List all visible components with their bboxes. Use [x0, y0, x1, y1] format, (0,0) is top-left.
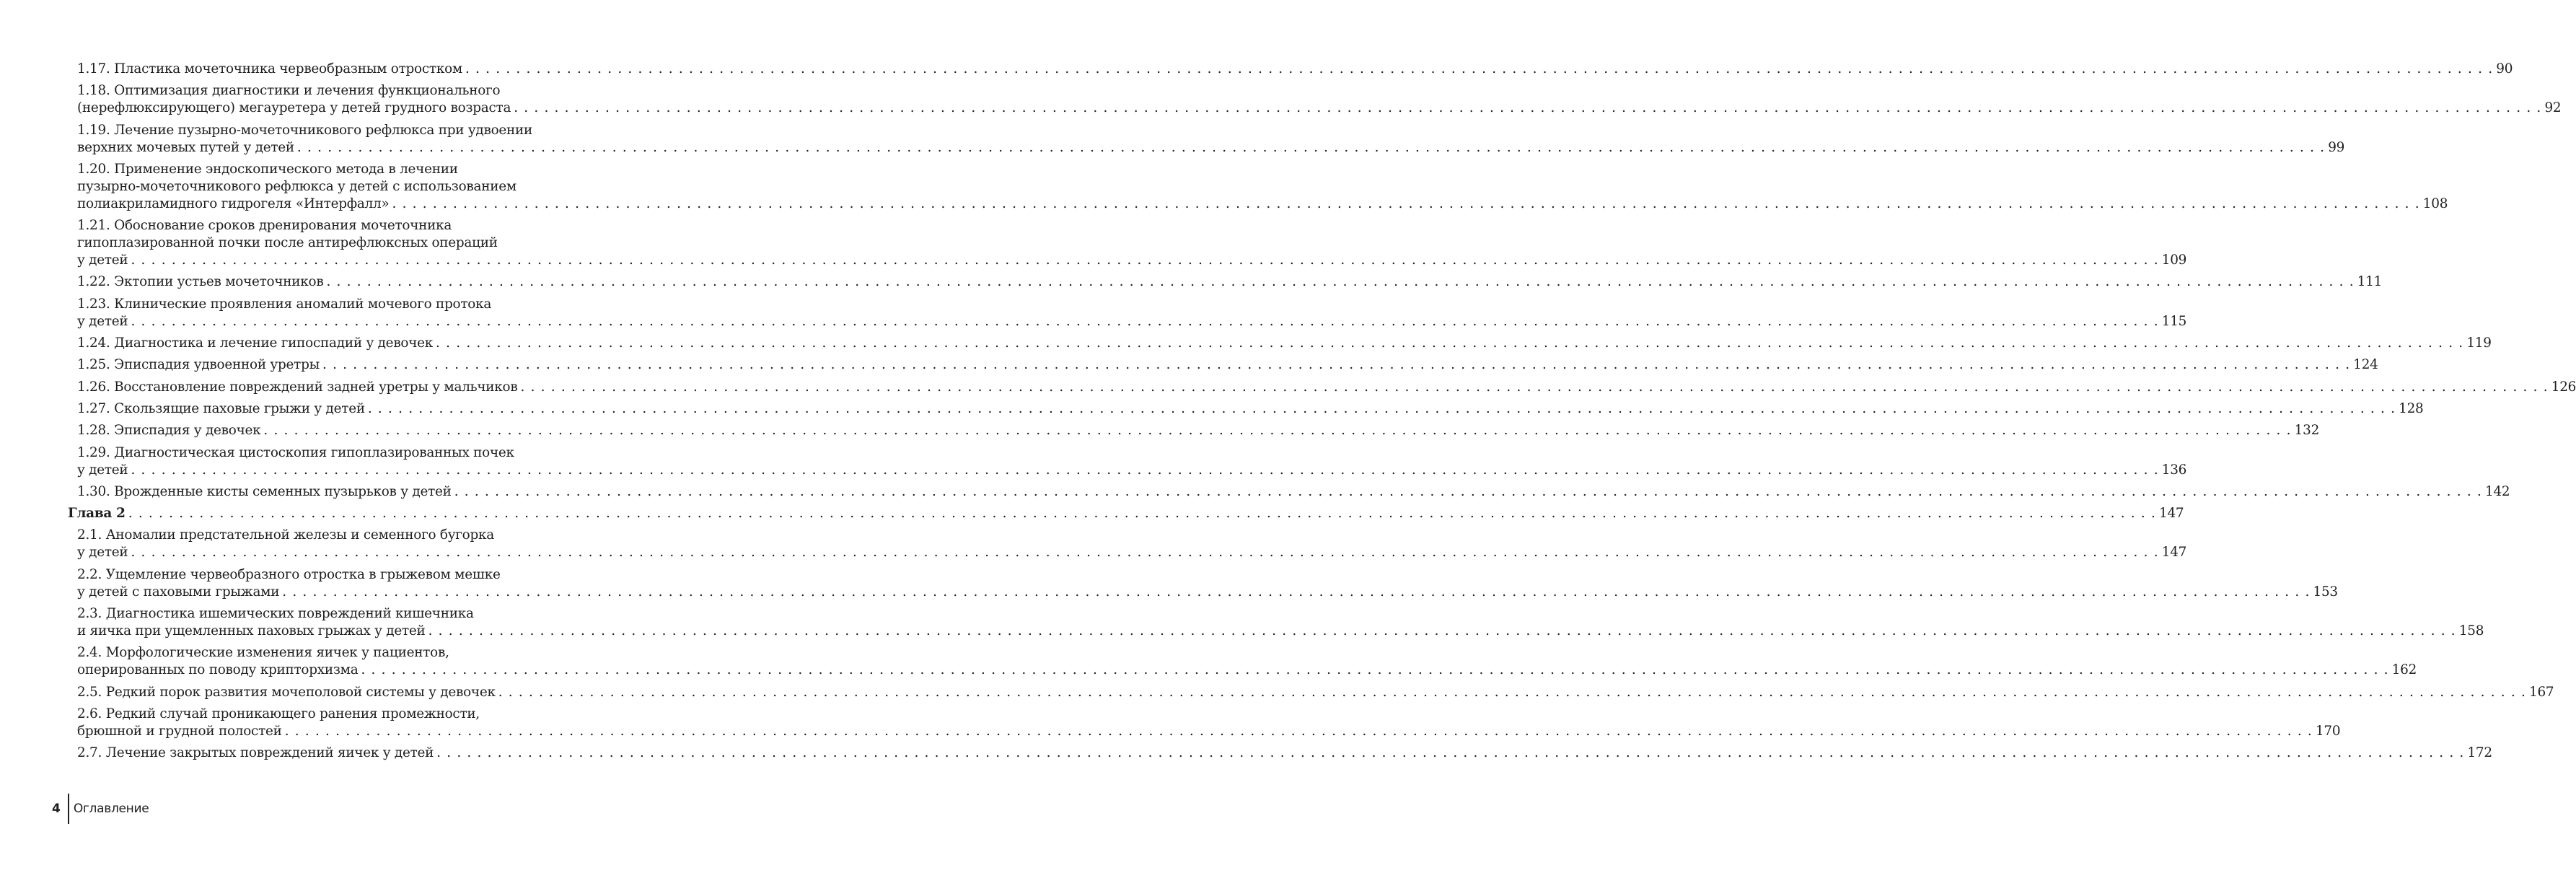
page-number: 4 [52, 802, 61, 816]
toc-entry-last-line [77, 379, 2576, 396]
running-header-section: Оглавление [73, 802, 149, 816]
toc-entry-title: Глава 2 [68, 506, 126, 522]
toc-entry-title: и яичка при ущемленных паховых грыжах у детей [77, 623, 426, 639]
toc-entry-title-line: 2.3. Диагностика ишемических повреждений кишечника [77, 606, 474, 622]
toc-entry[interactable] [77, 400, 2424, 418]
toc-entry-title: верхних мочевых путей у детей [77, 139, 294, 155]
toc-entry-last-line [77, 544, 2187, 561]
toc-page-number: 109 [2161, 253, 2187, 268]
toc-page-number: 142 [2485, 483, 2510, 499]
toc-entry-title: 1.30. Врожденные кисты семенных пузырьков у детей [77, 483, 452, 499]
dot-leader: . . . . . . . . . . . . . . . . . . . . . . . . . . . . . . . . . . . . . . . . . . . . . . . . . . . . . . . . . . . . . . . . . . . . . . . . . . . . . . . . . . . . . . . . . . . . . . . . . . . . . . . . . . . . . . . . . . . . . . . . . . . . . . . . . . . . . . . . . . . . . . . . . . . . . . . . . . . . . . . . . . . . . . . . . . . . . . . . . . . . . . . . . . . . . . . . . . . . . . . . [131, 545, 2159, 561]
dot-leader: . . . . . . . . . . . . . . . . . . . . . . . . . . . . . . . . . . . . . . . . . . . . . . . . . . . . . . . . . . . . . . . . . . . . . . . . . . . . . . . . . . . . . . . . . . . . . . . . . . . . . . . . . . . . . . . . . . . . . . . . . . . . . . . . . . . . . . . . . . . . . . . . . . . . . . . . . . . . . . . . . . . . . . . . . . . . . . . . . . . . . . . . . . . . . . . . . . . . . . . . [263, 423, 2292, 439]
toc-entry-title: 2.7. Лечение закрытых повреждений яичек у детей [77, 745, 434, 761]
toc-entry-title: 1.22. Эктопии устьев мочеточников [77, 274, 324, 290]
toc-entry[interactable] [77, 745, 2492, 762]
dot-leader: . . . . . . . . . . . . . . . . . . . . . . . . . . . . . . . . . . . . . . . . . . . . . . . . . . . . . . . . . . . . . . . . . . . . . . . . . . . . . . . . . . . . . . . . . . . . . . . . . . . . . . . . . . . . . . . . . . . . . . . . . . . . . . . . . . . . . . . . . . . . . . . . . . . . . . . . . . . . . . . . . . . . . . . . . . . . . . . . . . . . . . . . . . . . . . . . . . . . . . . . [498, 684, 2527, 700]
toc-entry-last-line [77, 723, 2341, 740]
toc-entry-last-line [77, 662, 2417, 679]
toc-entry[interactable] [77, 335, 2492, 352]
toc-entry-title: 1.27. Скользящие паховые грыжи у детей [77, 400, 365, 416]
toc-entry-title-line: 1.19. Лечение пузырно-мочеточникового рефлюкса при удвоении [77, 122, 533, 138]
toc-page-number: 162 [2391, 662, 2417, 678]
toc-entry-title: у детей [77, 253, 128, 268]
toc-entry-title: 1.28. Эписпадия у девочек [77, 423, 261, 439]
page-footer [52, 794, 149, 824]
dot-leader: . . . . . . . . . . . . . . . . . . . . . . . . . . . . . . . . . . . . . . . . . . . . . . . . . . . . . . . . . . . . . . . . . . . . . . . . . . . . . . . . . . . . . . . . . . . . . . . . . . . . . . . . . . . . . . . . . . . . . . . . . . . . . . . . . . . . . . . . . . . . . . . . . . . . . . . . . . . . . . . . . . . . . . . . . . . . . . . . . . . . . . . . . . . . . . . . . . . . . . . . [296, 139, 2326, 155]
toc-entry[interactable] [77, 161, 2448, 213]
toc-entry[interactable] [77, 122, 2345, 157]
toc-page-number: 128 [2399, 400, 2424, 416]
toc-page-number: 158 [2458, 623, 2484, 639]
toc-page-number: 92 [2544, 100, 2562, 116]
toc-entry-title-line: 1.23. Клинические проявления аномалий мочевого протока [77, 296, 492, 312]
toc-entry[interactable] [77, 217, 2187, 269]
toc-entry[interactable] [77, 566, 2338, 601]
dot-leader: . . . . . . . . . . . . . . . . . . . . . . . . . . . . . . . . . . . . . . . . . . . . . . . . . . . . . . . . . . . . . . . . . . . . . . . . . . . . . . . . . . . . . . . . . . . . . . . . . . . . . . . . . . . . . . . . . . . . . . . . . . . . . . . . . . . . . . . . . . . . . . . . . . . . . . . . . . . . . . . . . . . . . . . . . . . . . . . . . . . . . . . . . . . . . . . . . . . . . . . . [131, 253, 2159, 268]
toc-entry-title-line: 2.1. Аномалии предстательной железы и семенного бугорка [77, 527, 494, 543]
dot-leader: . . . . . . . . . . . . . . . . . . . . . . . . . . . . . . . . . . . . . . . . . . . . . . . . . . . . . . . . . . . . . . . . . . . . . . . . . . . . . . . . . . . . . . . . . . . . . . . . . . . . . . . . . . . . . . . . . . . . . . . . . . . . . . . . . . . . . . . . . . . . . . . . . . . . . . . . . . . . . . . . . . . . . . . . . . . . . . . . . . . . . . . . . . . . . . . . . . . . . . . . [128, 506, 2157, 522]
toc-entry-title-line: гипоплазированной почки после антирефлюксных операций [77, 235, 498, 251]
toc-entry[interactable] [77, 356, 2378, 374]
toc-page-number: 172 [2467, 745, 2492, 761]
toc-entry-title: у детей [77, 313, 128, 329]
dot-leader: . . . . . . . . . . . . . . . . . . . . . . . . . . . . . . . . . . . . . . . . . . . . . . . . . . . . . . . . . . . . . . . . . . . . . . . . . . . . . . . . . . . . . . . . . . . . . . . . . . . . . . . . . . . . . . . . . . . . . . . . . . . . . . . . . . . . . . . . . . . . . . . . . . . . . . . . . . . . . . . . . . . . . . . . . . . . . . . . . . . . . . . . . . . . . . . . . . . . . . . . [322, 357, 2351, 373]
toc-page-number: 90 [2496, 61, 2513, 76]
toc-page-number: 136 [2161, 462, 2187, 478]
toc-page-number: 153 [2313, 584, 2338, 600]
toc-page-number: 119 [2466, 335, 2492, 351]
dot-leader: . . . . . . . . . . . . . . . . . . . . . . . . . . . . . . . . . . . . . . . . . . . . . . . . . . . . . . . . . . . . . . . . . . . . . . . . . . . . . . . . . . . . . . . . . . . . . . . . . . . . . . . . . . . . . . . . . . . . . . . . . . . . . . . . . . . . . . . . . . . . . . . . . . . . . . . . . . . . . . . . . . . . . . . . . . . . . . . . . . . . . . . . . . . . . . . . . . . . . . . . [428, 623, 2456, 639]
toc-entry[interactable] [77, 82, 2562, 117]
dot-leader: . . . . . . . . . . . . . . . . . . . . . . . . . . . . . . . . . . . . . . . . . . . . . . . . . . . . . . . . . . . . . . . . . . . . . . . . . . . . . . . . . . . . . . . . . . . . . . . . . . . . . . . . . . . . . . . . . . . . . . . . . . . . . . . . . . . . . . . . . . . . . . . . . . . . . . . . . . . . . . . . . . . . . . . . . . . . . . . . . . . . . . . . . . . . . . . . . . . . . . . . [131, 313, 2159, 329]
toc-entry-last-line [77, 139, 2345, 157]
toc-entry-last-line [68, 505, 2184, 522]
dot-leader: . . . . . . . . . . . . . . . . . . . . . . . . . . . . . . . . . . . . . . . . . . . . . . . . . . . . . . . . . . . . . . . . . . . . . . . . . . . . . . . . . . . . . . . . . . . . . . . . . . . . . . . . . . . . . . . . . . . . . . . . . . . . . . . . . . . . . . . . . . . . . . . . . . . . . . . . . . . . . . . . . . . . . . . . . . . . . . . . . . . . . . . . . . . . . . . . . . . . . . . . [361, 662, 2389, 678]
toc-entry-last-line [77, 252, 2187, 269]
toc-entry-last-line [77, 356, 2378, 374]
toc-entry-title: у детей [77, 462, 128, 478]
toc-entry-last-line [77, 462, 2187, 479]
toc-entry-title-line: 1.20. Применение эндоскопического метода в лечении [77, 161, 458, 177]
dot-leader: . . . . . . . . . . . . . . . . . . . . . . . . . . . . . . . . . . . . . . . . . . . . . . . . . . . . . . . . . . . . . . . . . . . . . . . . . . . . . . . . . . . . . . . . . . . . . . . . . . . . . . . . . . . . . . . . . . . . . . . . . . . . . . . . . . . . . . . . . . . . . . . . . . . . . . . . . . . . . . . . . . . . . . . . . . . . . . . . . . . . . . . . . . . . . . . . . . . . . . . . [520, 379, 2549, 395]
dot-leader: . . . . . . . . . . . . . . . . . . . . . . . . . . . . . . . . . . . . . . . . . . . . . . . . . . . . . . . . . . . . . . . . . . . . . . . . . . . . . . . . . . . . . . . . . . . . . . . . . . . . . . . . . . . . . . . . . . . . . . . . . . . . . . . . . . . . . . . . . . . . . . . . . . . . . . . . . . . . . . . . . . . . . . . . . . . . . . . . . . . . . . . . . . . . . . . . . . . . . . . . [326, 274, 2355, 290]
toc-entry[interactable] [77, 444, 2187, 479]
toc-entry-title: брюшной и грудной полостей [77, 723, 282, 739]
toc-page-number: 147 [2161, 545, 2187, 561]
toc-entry-last-line [77, 584, 2338, 601]
toc-entry-last-line [77, 335, 2492, 352]
dot-leader: . . . . . . . . . . . . . . . . . . . . . . . . . . . . . . . . . . . . . . . . . . . . . . . . . . . . . . . . . . . . . . . . . . . . . . . . . . . . . . . . . . . . . . . . . . . . . . . . . . . . . . . . . . . . . . . . . . . . . . . . . . . . . . . . . . . . . . . . . . . . . . . . . . . . . . . . . . . . . . . . . . . . . . . . . . . . . . . . . . . . . . . . . . . . . . . . . . . . . . . . [436, 335, 2464, 351]
toc-entry-last-line [77, 196, 2448, 213]
dot-leader: . . . . . . . . . . . . . . . . . . . . . . . . . . . . . . . . . . . . . . . . . . . . . . . . . . . . . . . . . . . . . . . . . . . . . . . . . . . . . . . . . . . . . . . . . . . . . . . . . . . . . . . . . . . . . . . . . . . . . . . . . . . . . . . . . . . . . . . . . . . . . . . . . . . . . . . . . . . . . . . . . . . . . . . . . . . . . . . . . . . . . . . . . . . . . . . . . . . . . . . . [282, 584, 2311, 600]
toc-entry-title: у детей [77, 545, 128, 561]
footer-divider [68, 794, 69, 824]
toc-page-number: 108 [2422, 196, 2448, 211]
toc-entry-last-line [77, 483, 2510, 501]
toc-entry-title-line: 1.18. Оптимизация диагностики и лечения функционального [77, 83, 501, 99]
toc-page-number: 126 [2551, 379, 2576, 395]
toc-entry-title-line: 2.2. Ущемление червеобразного отростка в грыжевом мешке [77, 566, 501, 582]
toc-entry[interactable] [77, 483, 2510, 501]
toc-entry-last-line [77, 745, 2492, 762]
toc-page-number: 99 [2328, 139, 2345, 155]
toc-entry-title: 1.17. Пластика мочеточника червеобразным отростком [77, 61, 462, 76]
toc-entry-last-line [77, 100, 2562, 117]
toc-entry[interactable] [77, 61, 2513, 78]
dot-leader: . . . . . . . . . . . . . . . . . . . . . . . . . . . . . . . . . . . . . . . . . . . . . . . . . . . . . . . . . . . . . . . . . . . . . . . . . . . . . . . . . . . . . . . . . . . . . . . . . . . . . . . . . . . . . . . . . . . . . . . . . . . . . . . . . . . . . . . . . . . . . . . . . . . . . . . . . . . . . . . . . . . . . . . . . . . . . . . . . . . . . . . . . . . . . . . . . . . . . . . . [436, 745, 2465, 761]
toc-chapter-heading[interactable] [68, 505, 2184, 522]
toc-entry-title-line: 1.29. Диагностическая цистоскопия гипоплазированных почек [77, 444, 514, 460]
toc-entry[interactable] [77, 379, 2576, 396]
dot-leader: . . . . . . . . . . . . . . . . . . . . . . . . . . . . . . . . . . . . . . . . . . . . . . . . . . . . . . . . . . . . . . . . . . . . . . . . . . . . . . . . . . . . . . . . . . . . . . . . . . . . . . . . . . . . . . . . . . . . . . . . . . . . . . . . . . . . . . . . . . . . . . . . . . . . . . . . . . . . . . . . . . . . . . . . . . . . . . . . . . . . . . . . . . . . . . . . . . . . . . . . [284, 723, 2313, 739]
toc-entry[interactable] [77, 527, 2187, 561]
toc-entry[interactable] [77, 273, 2383, 291]
toc-entry-last-line [77, 422, 2320, 439]
dot-leader: . . . . . . . . . . . . . . . . . . . . . . . . . . . . . . . . . . . . . . . . . . . . . . . . . . . . . . . . . . . . . . . . . . . . . . . . . . . . . . . . . . . . . . . . . . . . . . . . . . . . . . . . . . . . . . . . . . . . . . . . . . . . . . . . . . . . . . . . . . . . . . . . . . . . . . . . . . . . . . . . . . . . . . . . . . . . . . . . . . . . . . . . . . . . . . . . . . . . . . . . [367, 400, 2396, 416]
toc-entry[interactable] [77, 684, 2554, 701]
toc-entry-last-line [77, 684, 2554, 701]
toc-entry-last-line [77, 400, 2424, 418]
toc-entry-last-line [77, 273, 2383, 291]
toc-page-number: 115 [2161, 313, 2187, 329]
toc-entry-title: оперированных по поводу крипторхизма [77, 662, 359, 678]
toc-entry-last-line [77, 61, 2513, 78]
toc-entry-title: (нерефлюксирующего) мегауретера у детей грудного возраста [77, 100, 511, 116]
dot-leader: . . . . . . . . . . . . . . . . . . . . . . . . . . . . . . . . . . . . . . . . . . . . . . . . . . . . . . . . . . . . . . . . . . . . . . . . . . . . . . . . . . . . . . . . . . . . . . . . . . . . . . . . . . . . . . . . . . . . . . . . . . . . . . . . . . . . . . . . . . . . . . . . . . . . . . . . . . . . . . . . . . . . . . . . . . . . . . . . . . . . . . . . . . . . . . . . . . . . . . . . [131, 462, 2159, 478]
toc-entry-last-line [77, 313, 2187, 330]
toc-entry[interactable] [77, 605, 2484, 640]
toc-entry-title: у детей с паховыми грыжами [77, 584, 280, 600]
toc-entry-title-line: 2.6. Редкий случай проникающего ранения промежности, [77, 706, 480, 721]
toc-page-number: 170 [2315, 723, 2341, 739]
dot-leader: . . . . . . . . . . . . . . . . . . . . . . . . . . . . . . . . . . . . . . . . . . . . . . . . . . . . . . . . . . . . . . . . . . . . . . . . . . . . . . . . . . . . . . . . . . . . . . . . . . . . . . . . . . . . . . . . . . . . . . . . . . . . . . . . . . . . . . . . . . . . . . . . . . . . . . . . . . . . . . . . . . . . . . . . . . . . . . . . . . . . . . . . . . . . . . . . . . . . . . . . [514, 100, 2542, 116]
dot-leader: . . . . . . . . . . . . . . . . . . . . . . . . . . . . . . . . . . . . . . . . . . . . . . . . . . . . . . . . . . . . . . . . . . . . . . . . . . . . . . . . . . . . . . . . . . . . . . . . . . . . . . . . . . . . . . . . . . . . . . . . . . . . . . . . . . . . . . . . . . . . . . . . . . . . . . . . . . . . . . . . . . . . . . . . . . . . . . . . . . . . . . . . . . . . . . . . . . . . . . . . [465, 61, 2494, 76]
toc-page-number: 147 [2159, 506, 2184, 522]
toc-page-number: 167 [2529, 684, 2554, 700]
toc-entry-title: 2.5. Редкий порок развития мочеполовой системы у девочек [77, 684, 496, 700]
toc-entry[interactable] [77, 706, 2341, 740]
toc-page-number: 132 [2294, 423, 2320, 439]
toc-entry-title-line: пузырно-мочеточникового рефлюкса у детей с использованием [77, 178, 516, 194]
toc-page-number: 124 [2353, 357, 2378, 373]
toc-entry[interactable] [77, 296, 2187, 330]
dot-leader: . . . . . . . . . . . . . . . . . . . . . . . . . . . . . . . . . . . . . . . . . . . . . . . . . . . . . . . . . . . . . . . . . . . . . . . . . . . . . . . . . . . . . . . . . . . . . . . . . . . . . . . . . . . . . . . . . . . . . . . . . . . . . . . . . . . . . . . . . . . . . . . . . . . . . . . . . . . . . . . . . . . . . . . . . . . . . . . . . . . . . . . . . . . . . . . . . . . . . . . . [454, 483, 2482, 499]
toc-entry[interactable] [77, 644, 2417, 679]
toc-entry-title: 1.24. Диагностика и лечение гипоспадий у девочек [77, 335, 434, 351]
toc-entry-title-line: 1.21. Обоснование сроков дренирования мочеточника [77, 218, 452, 234]
dot-leader: . . . . . . . . . . . . . . . . . . . . . . . . . . . . . . . . . . . . . . . . . . . . . . . . . . . . . . . . . . . . . . . . . . . . . . . . . . . . . . . . . . . . . . . . . . . . . . . . . . . . . . . . . . . . . . . . . . . . . . . . . . . . . . . . . . . . . . . . . . . . . . . . . . . . . . . . . . . . . . . . . . . . . . . . . . . . . . . . . . . . . . . . . . . . . . . . . . . . . . . . [392, 196, 2420, 211]
toc-entry-title: полиакриламидного гидрогеля «Интерфалл» [77, 196, 390, 211]
toc-entry[interactable] [77, 422, 2320, 439]
toc-page-number: 111 [2357, 274, 2383, 290]
toc-entry-last-line [77, 623, 2484, 640]
toc-entry-title: 1.25. Эписпадия удвоенной уретры [77, 357, 320, 373]
toc-entry-title-line: 2.4. Морфологические изменения яичек у пациентов, [77, 645, 449, 661]
table-of-contents [68, 61, 2576, 767]
toc-entry-title: 1.26. Восстановление повреждений задней уретры у мальчиков [77, 379, 518, 395]
